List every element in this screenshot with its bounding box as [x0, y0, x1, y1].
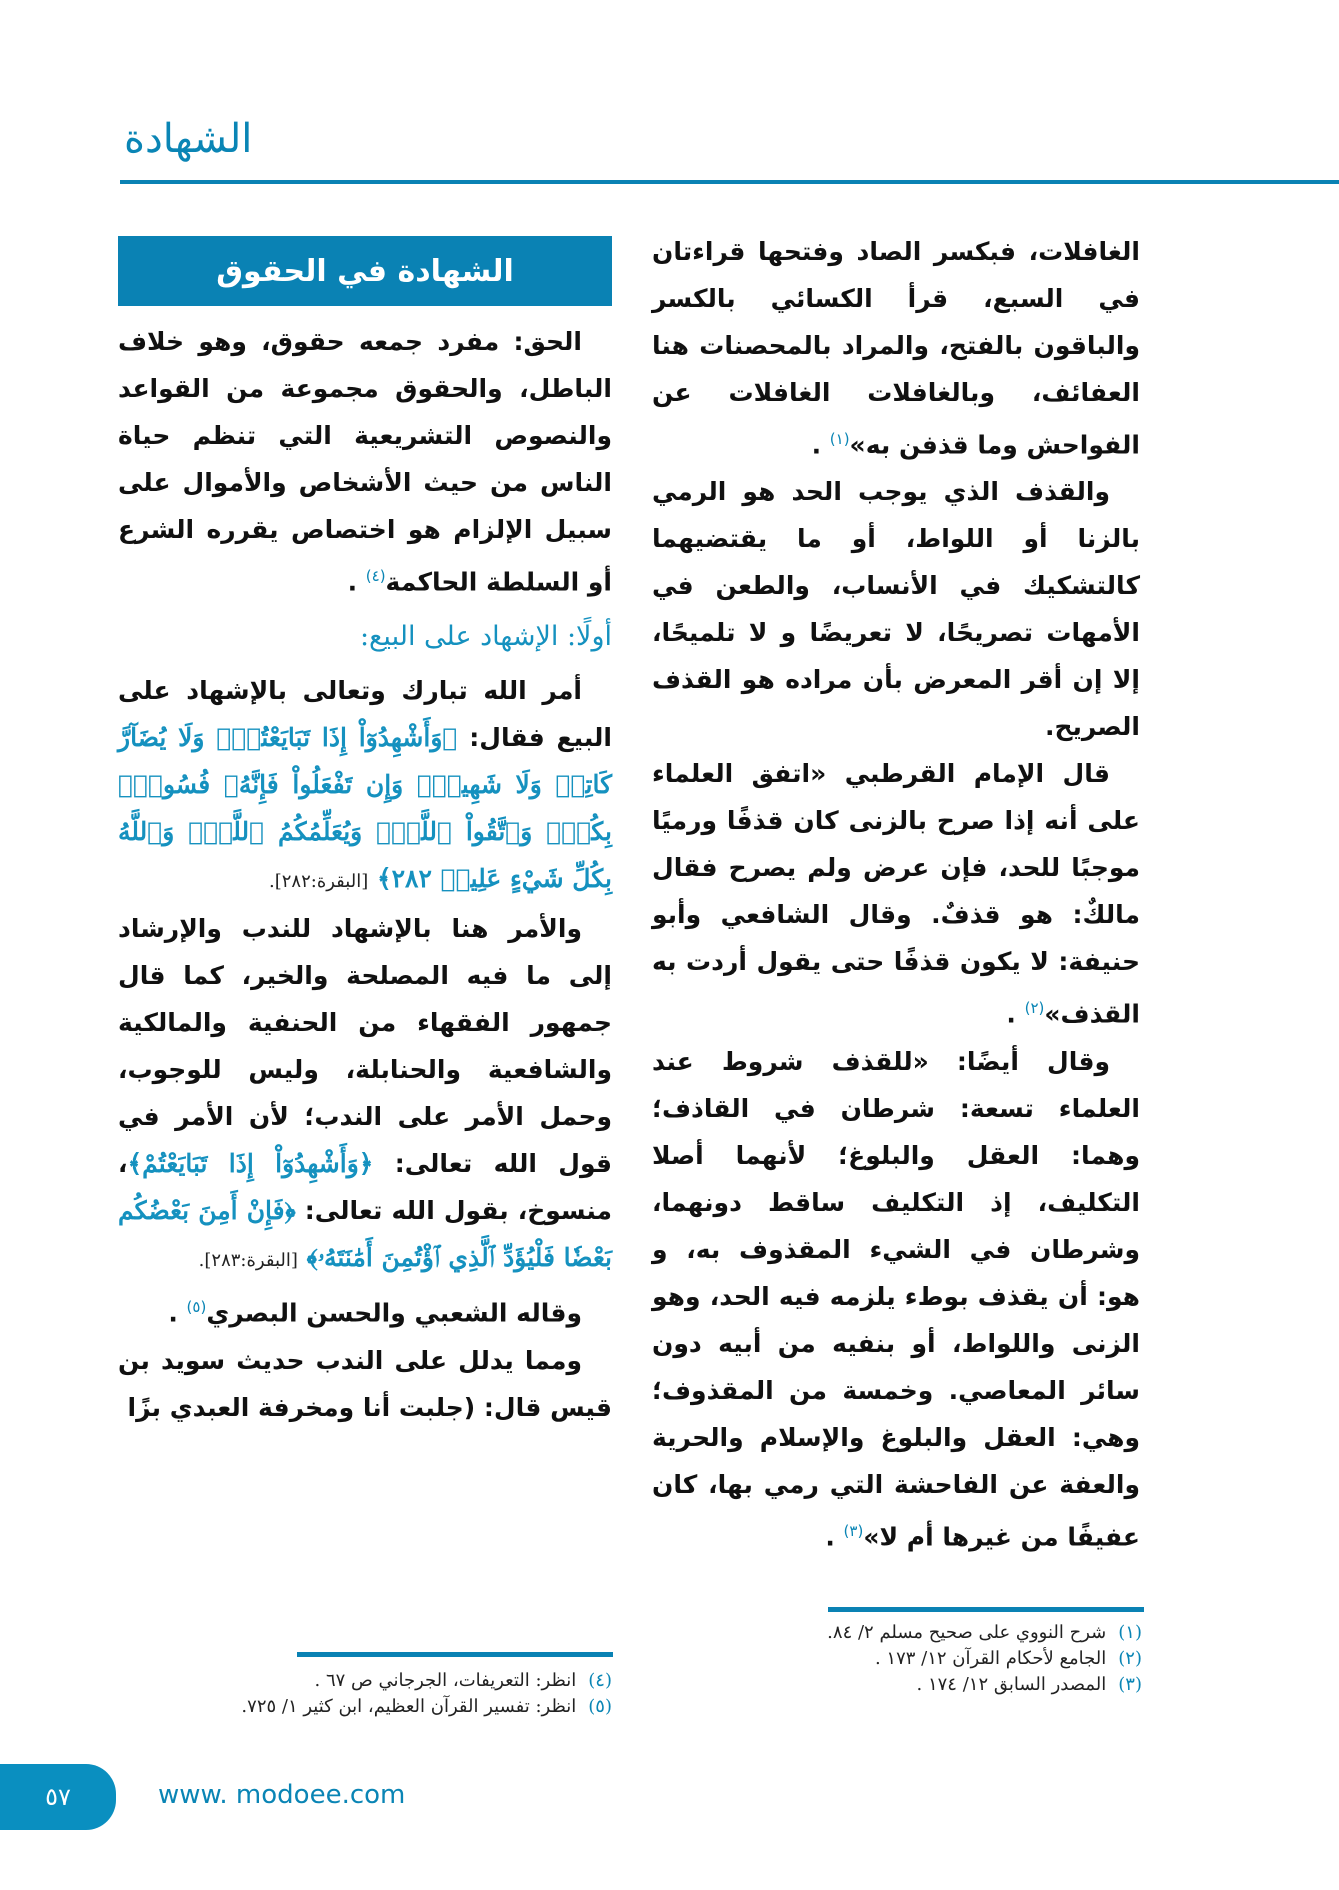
verse-reference: [البقرة:٢٨٢].	[268, 871, 369, 893]
footnote: (٥)انظر: تفسير القرآن العظيم، ابن كثير ١/ ٧٢٥.	[241, 1696, 612, 1717]
paragraph: والقذف الذي يوجب الحد هو الرمي بالزنا أو اللواط، أو ما يقتضيهما كالتشكيك في الأنساب، والطعن في الأمهات تصريحًا، لا تعريضًا و لا تلميحًا، إلا إن أقر المعرض بأن مراده هو القذف الصريح.	[652, 477, 1140, 742]
footnote: (٣)المصدر السابق ١٢/ ١٧٤ .	[916, 1674, 1142, 1695]
paragraph: أمر الله تبارك وتعالى بالإشهاد على البيع فقال: ﴿وَأَشْهِدُوٓاْ إِذَا تَبَايَعْتُمْۚ وَلَا يُضَآرَّ كَاتِبٞ وَلَا شَهِيدٞۚ وَإِن تَفْعَلُواْ فَإِنَّهُۥ فُسُوقُۢ بِكُمْۗ وَٱتَّقُواْ ٱللَّهَۖ وَيُعَلِّمُكُمُ ٱللَّهُۗ وَٱللَّهُ بِكُلِّ شَيْءٍ عَلِيمٞ ٢٨٢﴾ [البقرة:٢٨٢].	[118, 676, 612, 894]
paragraph: والأمر هنا بالإشهاد للندب والإرشاد إلى ما فيه المصلحة والخير، كما قال جمهور الفقهاء من الحنفية والمالكية والشافعية والحنابلة، وليس للوجوب، وحمل الأمر على الندب؛ لأن الأمر في قول الله تعالى: ﴿وَأَشْهِدُوٓاْ إِذَا تَبَايَعْتُمْ﴾، منسوخ، بقول الله تعالى: ﴿فَإِنْ أَمِنَ بَعْضُكُم بَعْضٗا فَلْيُؤَدِّ ٱلَّذِي ٱؤْتُمِنَ أَمَٰنَتَهُۥ﴾ [البقرة:٢٨٣].	[118, 914, 613, 1273]
page-number-badge: ٥٧	[0, 1764, 116, 1830]
footnotes-right	[652, 1620, 1142, 1698]
footnote-ref[interactable]: (٢)	[1024, 999, 1045, 1018]
quran-verse: ﴿وَأَشْهِدُوٓاْ إِذَا تَبَايَعْتُمْ﴾	[127, 1149, 374, 1179]
right-column	[652, 228, 1140, 1560]
paragraph: ومما يدلل على الندب حديث سويد بن قيس قال: (جلبت أنا ومخرفة العبدي بزًا	[118, 1345, 612, 1422]
footnotes-left	[118, 1668, 612, 1720]
footnote-rule	[297, 1652, 613, 1657]
verse-reference: [البقرة:٢٨٣].	[198, 1250, 298, 1272]
running-title: الشهادة	[124, 116, 253, 162]
footnote: (٤)انظر: التعريفات، الجرجاني ص ٦٧ .	[314, 1670, 612, 1691]
left-column	[118, 318, 612, 1431]
paragraph: الغافلات، فبكسر الصاد وفتحها قراءتان في السبع، قرأ الكسائي بالكسر والباقون بالفتح، والمراد بالمحصنات هنا العفائف، وبالغافلات الغافلات عن الفواحش وما قذفن به»$^{(١)}$ .	[652, 237, 1140, 460]
section-title-banner: الشهادة في الحقوق	[118, 236, 612, 306]
quran-verse: ﴿فَإِنْ أَمِنَ بَعْضُكُم بَعْضٗا فَلْيُؤَدِّ ٱلَّذِي ٱؤْتُمِنَ أَمَٰنَتَهُۥ﴾	[118, 1196, 612, 1273]
quran-verse: ﴿وَأَشْهِدُوٓاْ إِذَا تَبَايَعْتُمْۚ وَلَا يُضَآرَّ كَاتِبٞ وَلَا شَهِيدٞۚ وَإِن تَفْعَلُواْ فَإِنَّهُۥ فُسُوقُۢ بِكُمْۗ وَٱتَّقُواْ ٱللَّهَۖ وَيُعَلِّمُكُمُ ٱللَّهُۗ وَٱللَّهُ بِكُلِّ شَيْءٍ عَلِيمٞ ٢٨٢﴾	[118, 723, 612, 894]
footnote: (٢)الجامع لأحكام القرآن ١٢/ ١٧٣ .	[874, 1648, 1142, 1669]
footnote-ref[interactable]: (٣)	[843, 1521, 864, 1540]
header-rule	[120, 180, 1339, 184]
footnote: (١)شرح النووي على صحيح مسلم ٢/ ٨٤.	[827, 1622, 1142, 1643]
footnote-ref[interactable]: (٤)	[365, 567, 386, 585]
subheading: أولًا: الإشهاد على البيع:	[359, 621, 612, 653]
footnote-ref[interactable]: (٥)	[186, 1298, 207, 1317]
paragraph: قال الإمام القرطبي «اتفق العلماء على أنه إذا صرح بالزنى كان قذفًا ورميًا موجبًا للحد، فإن عرض ولم يصرح فقال مالكٌ: هو قذفٌ. وقال الشافعي وأبو حنيفة: لا يكون قذفًا حتى يقول أردت به القذف»$^{(٢)}$ .	[652, 759, 1140, 1029]
footnote-ref[interactable]: (١)	[829, 430, 850, 448]
website-link[interactable]: www. modoee.com	[158, 1780, 406, 1810]
paragraph: وقاله الشعبي والحسن البصري$^{(٥)}$ .	[168, 1298, 582, 1328]
paragraph: الحق: مفرد جمعه حقوق، وهو خلاف الباطل، والحقوق مجموعة من القواعد والنصوص التشريعية التي تنظم حياة الناس من حيث الأشخاص والأموال على سبيل الإلزام هو اختصاص يقرره الشرع أو السلطة الحاكمة$^{(٤)}$ .	[118, 327, 612, 597]
footnote-rule	[828, 1607, 1144, 1612]
paragraph: وقال أيضًا: «للقذف شروط عند العلماء تسعة: شرطان في القاذف؛ وهما: العقل والبلوغ؛ لأنهما أصلا التكليف، إذ التكليف ساقط دونهما، وشرطان في الشيء المقذوف به، و هو: أن يقذف بوطء يلزمه فيه الحد، وهو الزنى واللواط، أو بنفيه من أبيه دون سائر المعاصي. وخمسة من المقذوف؛ وهي: العقل والبلوغ والإسلام والحرية والعفة عن الفاحشة التي رمي بها، كان عفيفًا من غيرها أم لا»$^{(٣)}$ .	[652, 1046, 1140, 1551]
